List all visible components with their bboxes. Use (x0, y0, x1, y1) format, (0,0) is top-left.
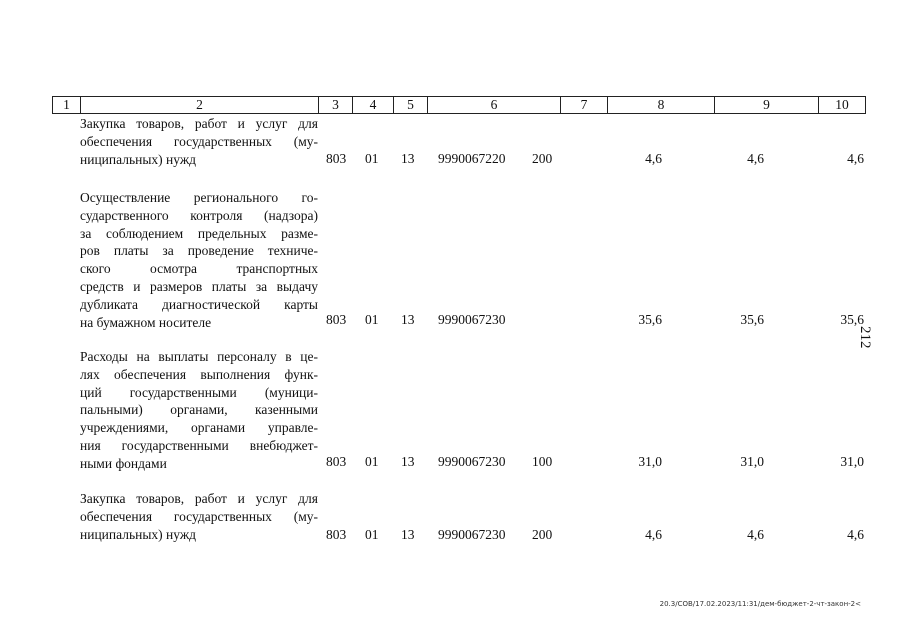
row-1-description (80, 115, 318, 168)
row-1-col-4: 01 (365, 151, 379, 166)
header-col-5: 5 (394, 97, 428, 113)
row-3-desc-line: ния государственными внебюджет- (80, 437, 318, 453)
document-footer-code: 20.3/СОВ/17.02.2023/11:31/дем-бюджет-2-чт-закон-2< (659, 600, 861, 608)
header-col-4: 4 (353, 97, 394, 113)
row-2-desc-line: за соблюдением предельных разме- (80, 225, 318, 241)
row-2-desc-line: средств и размеров платы за выдачу (80, 278, 318, 294)
row-2-desc-line: дубликата диагностической карты (80, 296, 318, 312)
row-3-desc-line: ций государственными (муници- (80, 384, 318, 400)
row-2-col-4: 01 (365, 312, 379, 327)
row-2-col-10: 35,6 (840, 312, 864, 327)
row-4-desc-line: обеспечения государственных (му- (80, 508, 318, 524)
row-3-col-5: 13 (401, 454, 415, 469)
row-3-desc-line: пальными) органами, казенными (80, 402, 318, 418)
row-3-desc-line: лях обеспечения выполнения функ- (80, 366, 318, 382)
row-3-col-4: 01 (365, 454, 379, 469)
row-4-col-8: 4,6 (645, 527, 662, 542)
row-2-desc-line: ров платы за проведение техниче- (80, 243, 318, 259)
row-4-desc-line: Закупка товаров, работ и услуг для (80, 491, 318, 506)
row-4-col-6: 9990067230 (438, 527, 506, 542)
row-1-desc-line: обеспечения государственных (му- (80, 133, 318, 149)
row-4-desc-line: ниципальных) нужд (80, 526, 197, 542)
row-1-col-10: 4,6 (847, 151, 864, 166)
row-2-description (80, 189, 318, 331)
row-2-desc-line: сударственного контроля (надзора) (80, 207, 318, 223)
row-1-col-5: 13 (401, 151, 415, 166)
row-3-col-8: 31,0 (638, 454, 662, 469)
header-col-8: 8 (608, 97, 715, 113)
row-1-desc-line: ниципальных) нужд (80, 151, 197, 167)
row-1-col-6: 9990067220 (438, 151, 506, 166)
row-1-col-3: 803 (326, 151, 347, 166)
header-col-2: 2 (81, 97, 319, 113)
row-4-description (80, 490, 318, 543)
row-2-col-3: 803 (326, 312, 347, 327)
row-4-col-5: 13 (401, 527, 415, 542)
header-col-1: 1 (53, 97, 81, 113)
row-3-description (80, 348, 318, 473)
row-3-col-6: 9990067230 (438, 454, 506, 469)
row-2-col-9: 35,6 (740, 312, 764, 327)
row-4-col-9: 4,6 (747, 527, 764, 542)
row-4-col-4: 01 (365, 527, 379, 542)
row-3-col-7: 100 (532, 454, 553, 469)
row-2-desc-line: на бумажном носителе (80, 314, 212, 330)
header-col-10: 10 (835, 97, 849, 112)
table-header-row (52, 96, 866, 114)
row-1-col-9: 4,6 (747, 151, 764, 166)
row-2-desc-line: Осуществление регионального го- (80, 190, 318, 205)
row-3-col-3: 803 (326, 454, 347, 469)
row-4-col-3: 803 (326, 527, 347, 542)
page-number: 212 (857, 326, 873, 349)
row-2-col-6: 9990067230 (438, 312, 506, 327)
row-2-desc-line: ского осмотра транспортных (80, 261, 318, 277)
row-1-col-8: 4,6 (645, 151, 662, 166)
row-3-col-10: 31,0 (840, 454, 864, 469)
header-col-9: 9 (715, 97, 819, 113)
row-2-col-5: 13 (401, 312, 415, 327)
row-3-col-9: 31,0 (740, 454, 764, 469)
header-col-6: 6 (428, 97, 561, 113)
row-1-desc-line: Закупка товаров, работ и услуг для (80, 116, 318, 131)
row-1-col-7: 200 (532, 151, 553, 166)
row-3-desc-line: ными фондами (80, 455, 167, 471)
row-2-col-8: 35,6 (638, 312, 662, 327)
row-4-col-7: 200 (532, 527, 553, 542)
row-3-desc-line: Расходы на выплаты персоналу в це- (80, 349, 318, 364)
row-4-col-10: 4,6 (847, 527, 864, 542)
row-3-desc-line: учреждениями, органами управле- (80, 420, 318, 436)
header-col-3: 3 (319, 97, 353, 113)
header-col-7: 7 (561, 97, 608, 113)
